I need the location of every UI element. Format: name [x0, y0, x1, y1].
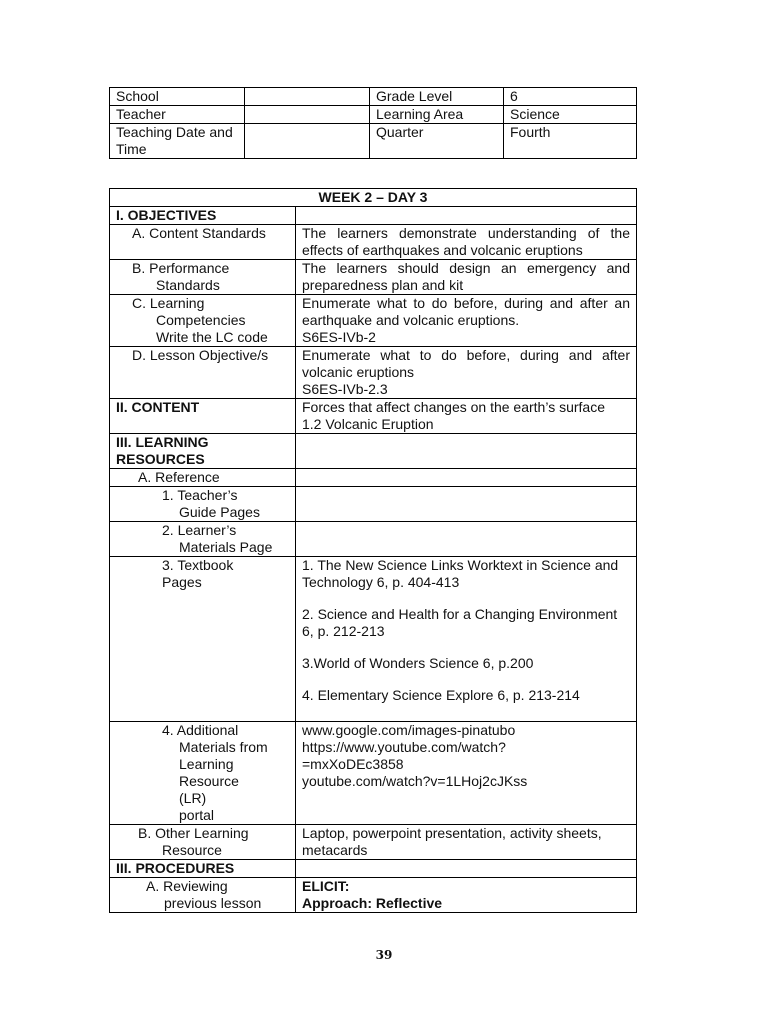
heading-line: RESOURCES — [116, 451, 205, 467]
label-line: Resource — [162, 842, 222, 858]
textbook-label — [110, 557, 296, 722]
teacher-label: Teacher — [110, 106, 245, 124]
lesson-objectives-value — [296, 347, 637, 399]
learning-resources-empty — [296, 434, 637, 469]
label-line: previous lesson — [164, 895, 262, 911]
label-line: Learning — [179, 756, 234, 772]
reviewing-lesson-value — [296, 878, 637, 913]
textbook-item: 3.World of Wonders Science 6, p.200 — [302, 655, 534, 671]
textbook-item: 1. The New Science Links Worktext in Science and Technology 6, p. 404-413 — [302, 557, 619, 590]
objectives-heading: I. OBJECTIVES — [110, 207, 296, 225]
week-day-title: WEEK 2 – DAY 3 — [110, 189, 637, 207]
header-row — [110, 106, 637, 124]
other-resources-value: Laptop, powerpoint presentation, activity sheets, metacards — [296, 825, 637, 860]
teachers-guide-label — [110, 487, 296, 522]
learners-materials-empty — [296, 522, 637, 557]
content-standards-label: A. Content Standards — [110, 225, 296, 260]
objective-code: S6ES-IVb-2.3 — [302, 381, 388, 397]
resource-link[interactable]: https://www.youtube.com/watch? — [302, 739, 506, 755]
competency-text: Enumerate what to do before, during and after an earthquake and volcanic eruptions. — [302, 295, 630, 328]
grade-level-label: Grade Level — [370, 88, 504, 106]
header-table — [109, 87, 637, 159]
textbook-item: 2. Science and Health for a Changing Environment 6, p. 212-213 — [302, 606, 618, 639]
additional-materials-label — [110, 722, 296, 825]
quarter-value: Fourth — [504, 124, 637, 159]
label-line: portal — [179, 807, 215, 823]
label-line: A. Reviewing — [146, 878, 228, 894]
reviewing-lesson-label — [110, 878, 296, 913]
lesson-objectives-label: D. Lesson Objective/s — [110, 347, 296, 399]
page-number: 39 — [375, 948, 393, 962]
label-line: B. Other Learning — [138, 825, 249, 841]
learning-area-label: Learning Area — [370, 106, 504, 124]
label-line: Materials from — [179, 739, 268, 755]
school-value — [245, 88, 370, 106]
header-row — [110, 88, 637, 106]
school-label: School — [110, 88, 245, 106]
teacher-value — [245, 106, 370, 124]
label-line: Standards — [156, 277, 220, 293]
teaching-date-label: Teaching Date and Time — [110, 124, 245, 159]
label-line: 2. Learner’s — [162, 522, 237, 538]
content-standards-value: The learners demonstrate understanding of the effects of earthquakes and volcanic eruptions — [296, 225, 637, 260]
label-line: C. Learning — [132, 295, 205, 311]
elicit-label: ELICIT: — [302, 878, 350, 894]
header-row — [110, 124, 637, 159]
procedures-empty — [296, 860, 637, 878]
resource-link[interactable]: youtube.com/watch?v=1LHoj2cJKss — [302, 773, 528, 789]
learning-resources-heading — [110, 434, 296, 469]
label-line: Pages — [162, 574, 202, 590]
procedures-heading: III. PROCEDURES — [110, 860, 296, 878]
quarter-label: Quarter — [370, 124, 504, 159]
label-line: 3. Textbook — [162, 557, 234, 573]
content-line: Forces that affect changes on the earth’s surface — [302, 399, 605, 415]
learning-area-value: Science — [504, 106, 637, 124]
label-line: 1. Teacher’s — [162, 487, 238, 503]
lesson-plan-table — [109, 188, 637, 913]
heading-line: III. LEARNING — [116, 434, 209, 450]
label-line: Competencies — [156, 312, 246, 328]
textbook-list — [296, 557, 637, 722]
content-value — [296, 399, 637, 434]
performance-standards-label — [110, 260, 296, 295]
reference-label: A. Reference — [110, 469, 296, 487]
objective-text: Enumerate what to do before, during and after volcanic eruptions — [302, 347, 630, 380]
label-line: Write the LC code — [156, 329, 268, 345]
resource-link[interactable]: www.google.com/images-pinatubo — [302, 722, 516, 738]
competency-code: S6ES-IVb-2 — [302, 329, 376, 345]
label-line: Resource — [179, 773, 239, 789]
objectives-empty — [296, 207, 637, 225]
content-heading: II. CONTENT — [110, 399, 296, 434]
label-line: B. Performance — [132, 260, 230, 276]
other-resources-label — [110, 825, 296, 860]
grade-level-value: 6 — [504, 88, 637, 106]
label-line: (LR) — [179, 790, 207, 806]
label-line: 4. Additional — [162, 722, 239, 738]
learning-competencies-value — [296, 295, 637, 347]
resource-link[interactable]: =mxXoDEc3858 — [302, 756, 404, 772]
performance-standards-value: The learners should design an emergency and preparedness plan and kit — [296, 260, 637, 295]
reference-empty — [296, 469, 637, 487]
teachers-guide-empty — [296, 487, 637, 522]
additional-materials-links — [296, 722, 637, 825]
teaching-date-value — [245, 124, 370, 159]
label-line: Guide Pages — [179, 504, 260, 520]
label-line: Materials Page — [179, 539, 273, 555]
content-line: 1.2 Volcanic Eruption — [302, 416, 434, 432]
learners-materials-label — [110, 522, 296, 557]
textbook-item: 4. Elementary Science Explore 6, p. 213-214 — [302, 687, 580, 703]
approach-label: Approach: Reflective — [302, 895, 443, 911]
learning-competencies-label — [110, 295, 296, 347]
